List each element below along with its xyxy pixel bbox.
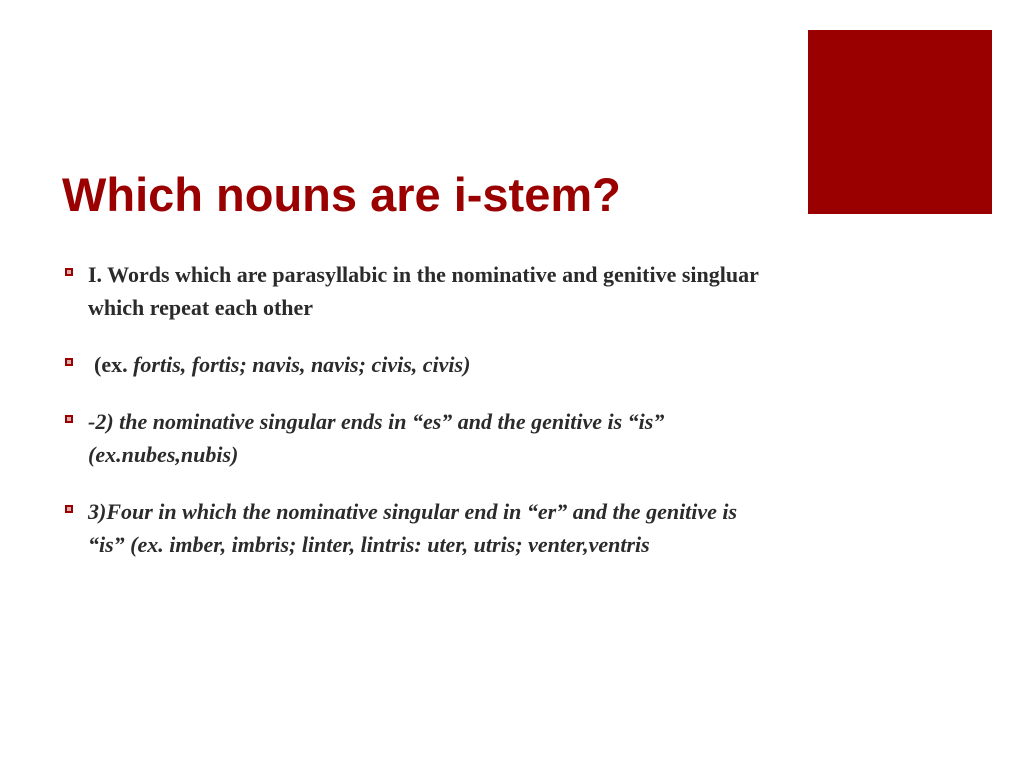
bullet-item [64,405,774,471]
bullet-text: -2) the nominative singular ends in “es” and the genitive is “is” (ex.nubes,nubis) [88,409,665,467]
accent-block [808,30,992,214]
square-bullet-icon [65,415,73,423]
bullet-item [64,495,774,561]
bullet-text-prefix: (ex. [94,352,128,377]
bullet-list [64,258,774,561]
slide-title: Which nouns are i-stem? [62,168,621,221]
square-bullet-icon [65,358,73,366]
bullet-text: I. Words which are parasyllabic in the nominative and genitive singluar which repeat each other [88,262,759,320]
bullet-item [64,348,774,381]
bullet-text: 3)Four in which the nominative singular end in “er” and the genitive is “is” (ex. imber, imbris; linter, lintris: uter, utris; venter,ventris [88,499,738,557]
bullet-text-italic: fortis, fortis; navis, navis; civis, civis) [133,352,471,377]
square-bullet-icon [65,505,73,513]
bullet-item [64,258,774,324]
square-bullet-icon [65,268,73,276]
